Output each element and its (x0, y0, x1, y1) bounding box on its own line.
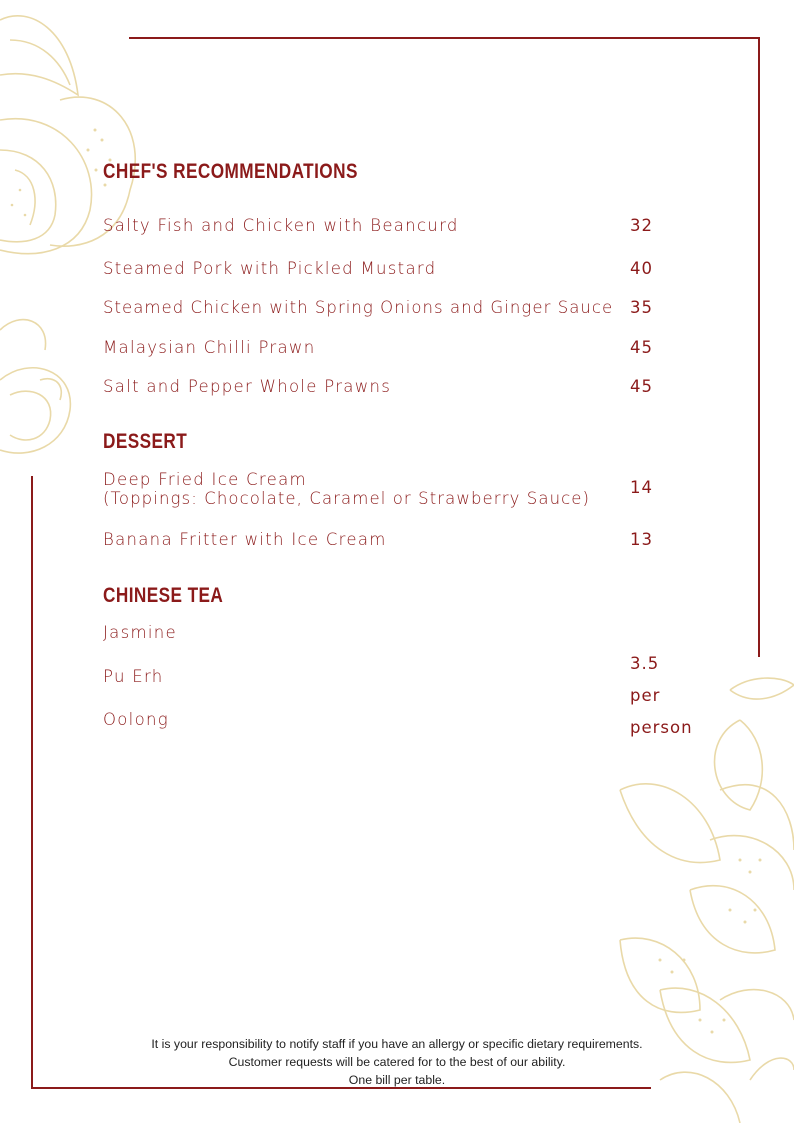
footer-allergy-note: It is your responsibility to notify staff if you have an allergy or specific dietary requirements. (151, 1037, 643, 1051)
menu-item-name: Salty Fish and Chicken with Beancurd (103, 216, 459, 235)
tea-price-person: person (630, 718, 693, 737)
menu-item-price: 13 (630, 530, 653, 549)
menu-item-price: 45 (630, 377, 653, 396)
menu-item-title: Deep Fried Ice Cream (103, 470, 307, 489)
tea-item-name: Jasmine (103, 623, 177, 642)
section-title-dessert: DESSERT (103, 430, 188, 453)
menu-item-price: 14 (630, 478, 653, 497)
menu-item-price: 32 (630, 216, 653, 235)
menu-item-name: Banana Fritter with Ice Cream (103, 530, 387, 549)
tea-price-per: per (630, 686, 661, 705)
tea-price (630, 648, 693, 744)
frame-right-line (758, 37, 760, 657)
footer-bill-note: One bill per table. (348, 1073, 446, 1087)
menu-item-name: Salt and Pepper Whole Prawns (103, 377, 392, 396)
menu-item-price: 35 (630, 298, 653, 317)
footer-requests-note: Customer requests will be catered for to the best of our ability. (228, 1055, 566, 1069)
frame-top-line (129, 37, 760, 39)
footer-notice (90, 1035, 704, 1089)
tea-item-name: Pu Erh (103, 667, 164, 686)
tea-price-amount: 3.5 (630, 654, 660, 673)
menu-item-name: Malaysian Chilli Prawn (103, 338, 316, 357)
menu-item-name: Steamed Chicken with Spring Onions and Ginger Sauce (103, 298, 614, 317)
tea-item-name: Oolong (103, 710, 169, 729)
menu-item-price: 45 (630, 338, 653, 357)
section-title-chefs-recommendations: CHEF'S RECOMMENDATIONS (103, 160, 358, 183)
frame-left-line (31, 476, 33, 1089)
section-title-chinese-tea: CHINESE TEA (103, 584, 224, 607)
floral-decoration-top-left-icon (0, 0, 140, 470)
menu-item-name: Steamed Pork with Pickled Mustard (103, 259, 437, 278)
menu-item-price: 40 (630, 259, 653, 278)
menu-item-name (103, 470, 590, 508)
menu-item-note: (Toppings: Chocolate, Caramel or Strawberry Sauce) (103, 489, 591, 508)
